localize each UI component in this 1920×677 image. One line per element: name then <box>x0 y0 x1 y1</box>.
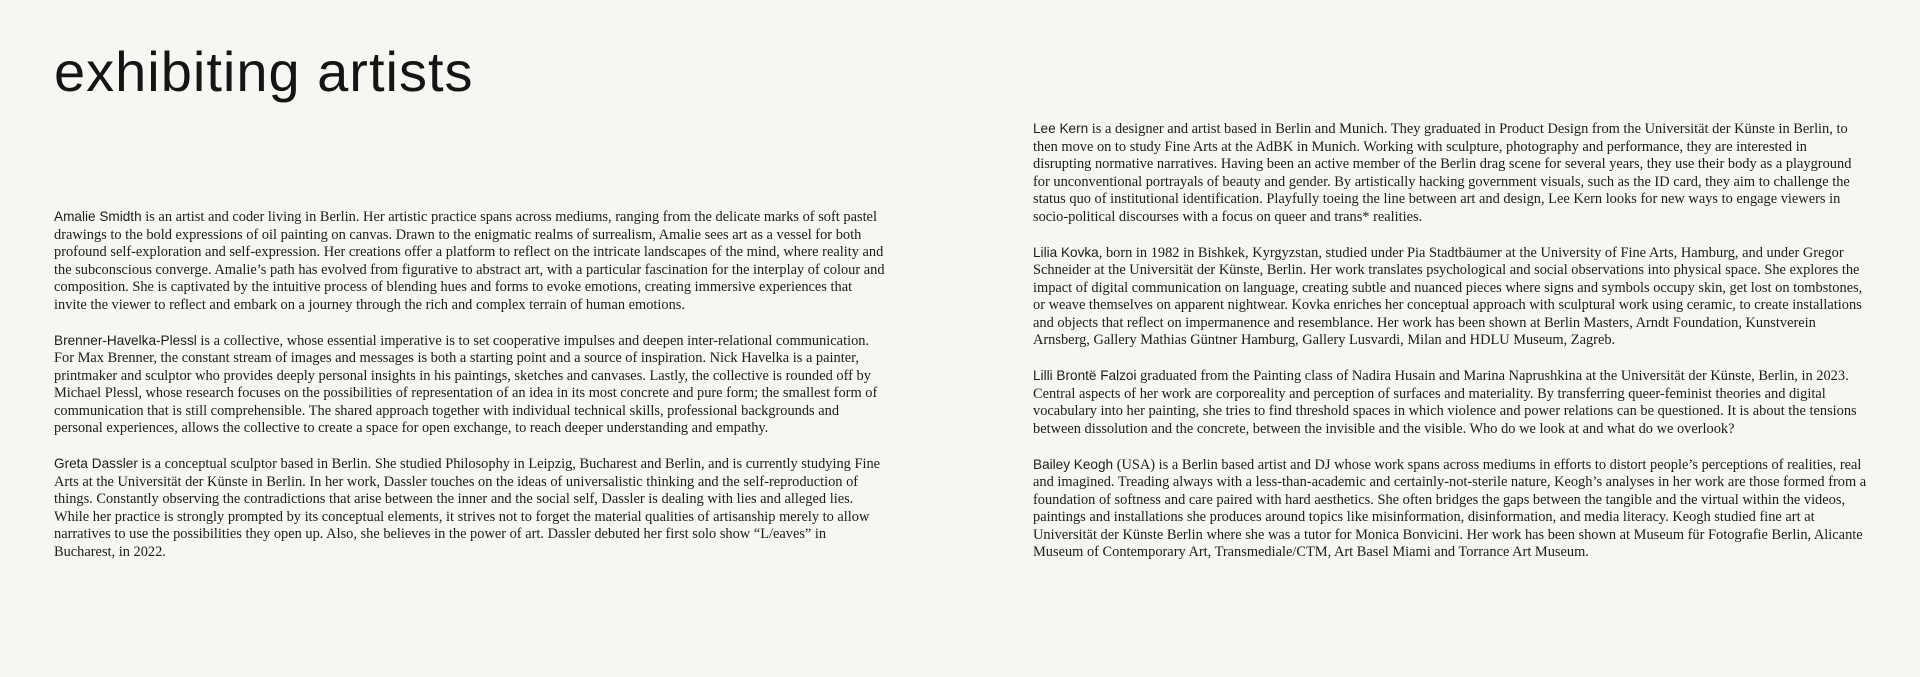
artist-name: Lee Kern <box>1033 121 1089 136</box>
artist-name: Amalie Smidth <box>54 209 142 224</box>
artist-description: is a designer and artist based in Berlin and Munich. They graduated in Product Design from the Universität der Künste in Berlin, to then move on to study Fine Arts at the AdBK in Munich. Working with sculpture, photography and performance, they are interested in disrupting normative narratives. Having been an active member of the Berlin drag scene for several years, they use their body as a playground for unconventional portrayals of beauty and gender. By artistically hacking government visuals, such as the ID card, they aim to challenge the status quo of institutional identification. Playfully toeing the line between art and design, Lee Kern looks for new ways to engage viewers in socio-political discourses with a focus on queer and trans* realities. <box>1033 121 1852 225</box>
artist-name: Lilli Brontë Falzoi <box>1033 368 1137 383</box>
artist-description: (USA) is a Berlin based artist and DJ whose work spans across mediums in efforts to distort people’s perceptions of realities, real and imagined. Treading always with a less-than-academic and certainly-not-sterile nature, Keogh’s analyses in her work are those formed from a foundation of softness and care paired with hard aesthetics. She often bridges the gaps between the tangible and the virtual within the videos, paintings and installations she produces around topics like misinformation, disinformation, and media literacy. Keogh studied fine art at Universität der Künste Berlin where she was a tutor for Monica Bonvicini. Her work has been shown at Museum für Fotografie Berlin, Alicante Museum of Contemporary Art, Transmediale/CTM, Art Basel Miami and Torrance Art Museum. <box>1033 456 1867 560</box>
artist-description: , born in 1982 in Bishkek, Kyrgyzstan, studied under Pia Stadtbäumer at the University of Fine Arts, Hamburg, and under Gregor Schneider at the Universität der Künste, Berlin. Her work translates psychological and social observations into physical space. She explores the impact of digital communication on language, creating subtle and nuanced pieces where signs and symbols occupy skin, get lost on tombstones, or weave themselves on apparent nightwear. Kovka enriches her conceptual approach with sculptural work using ceramic, to create installations and objects that reflect on impermanence and resemblance. Her work has been shown at Berlin Masters, Arndt Foundation, Kunstverein Arnsberg, Gallery Mathias Güntner Hamburg, Gallery Lusvardi, Milan and HDLU Museum, Zagreb. <box>1033 244 1863 348</box>
artist-bio-brenner-havelka-plessl <box>54 332 886 438</box>
artist-bio-amalie-smidth <box>54 208 886 314</box>
artist-description: is a collective, whose essential imperative is to set cooperative impulses and deepen inter-relational communication. For Max Brenner, the constant stream of images and messages is both a starting point and a source of inspiration. Nick Havelka is a painter, printmaker and sculptor who provides deeply personal insights in his paintings, sketches and canvases. Lastly, the collective is rounded off by Michael Plessl, whose research focuses on the possibilities of representation of an idea in its most concrete and pure form; the smallest form of communication that is still comprehensible. The shared approach together with individual technical skills, professional backgrounds and personal experiences, allows the collective to create a space for open exchange, to reach deeper understanding and empathy. <box>54 332 878 436</box>
left-column <box>54 208 886 579</box>
artist-description: is a conceptual sculptor based in Berlin. She studied Philosophy in Leipzig, Bucharest and Berlin, and is currently studying Fine Arts at the Universität der Künste in Berlin. In her work, Dassler touches on the ideas of universalistic thinking and the self-reproduction of things. Constantly observing the contradictions that arise between the inner and the social self, Dassler is dealing with lies and alleged lies. While her practice is strongly prompted by its conceptual elements, it strives not to forget the material qualities of artisanship merely to allow narratives to use the possibilities they open up. Also, she believes in the power of art. Dassler debuted her first solo show “L/eaves” in Bucharest, in 2022. <box>54 456 881 560</box>
right-column <box>1033 120 1868 579</box>
artist-description: graduated from the Painting class of Nadira Husain and Marina Naprushkina at the Universität der Künste, Berlin, in 2023. Central aspects of her work are corporeality and perception of surfaces and materiality. By transferring queer-feminist theories and digital vocabulary into her painting, she tries to find threshold spaces in which violence and power relations can be questioned. It is about the tensions between dissolution and the concrete, between the invisible and the visible. Who do we look at and what do we overlook? <box>1033 368 1857 437</box>
artist-description: is an artist and coder living in Berlin. Her artistic practice spans across mediums, ranging from the delicate marks of soft pastel drawings to the bold expressions of oil painting on canvas. Drawn to the enigmatic realms of surrealism, Amalie sees art as a vessel for both profound self-exploration and self-expression. Her creations offer a platform to reflect on the intricate landscapes of the mind, where reality and the subconscious converge. Amalie’s path has evolved from figurative to abstract art, with a particular fascination for the interplay of colour and composition. She is captivated by the intuitive process of blending hues and forms to evoke emotions, creating immersive experiences that invite the viewer to reflect and embark on a journey through the rich and complex terrain of human emotions. <box>54 209 885 313</box>
artist-bio-bailey-keogh <box>1033 456 1868 562</box>
artist-bio-lilli-bronte-falzoi <box>1033 367 1868 438</box>
artist-name: Brenner-Havelka-Plessl <box>54 332 197 348</box>
artist-bio-lilia-kovka <box>1033 244 1868 350</box>
artist-name: Bailey Keogh <box>1033 456 1114 472</box>
artist-bio-lee-kern <box>1033 120 1868 226</box>
artist-bio-greta-dassler <box>54 455 886 561</box>
artist-name: Lilia Kovka <box>1033 244 1099 260</box>
artist-name: Greta Dassler <box>54 456 138 471</box>
page-title: exhibiting artists <box>54 40 474 103</box>
